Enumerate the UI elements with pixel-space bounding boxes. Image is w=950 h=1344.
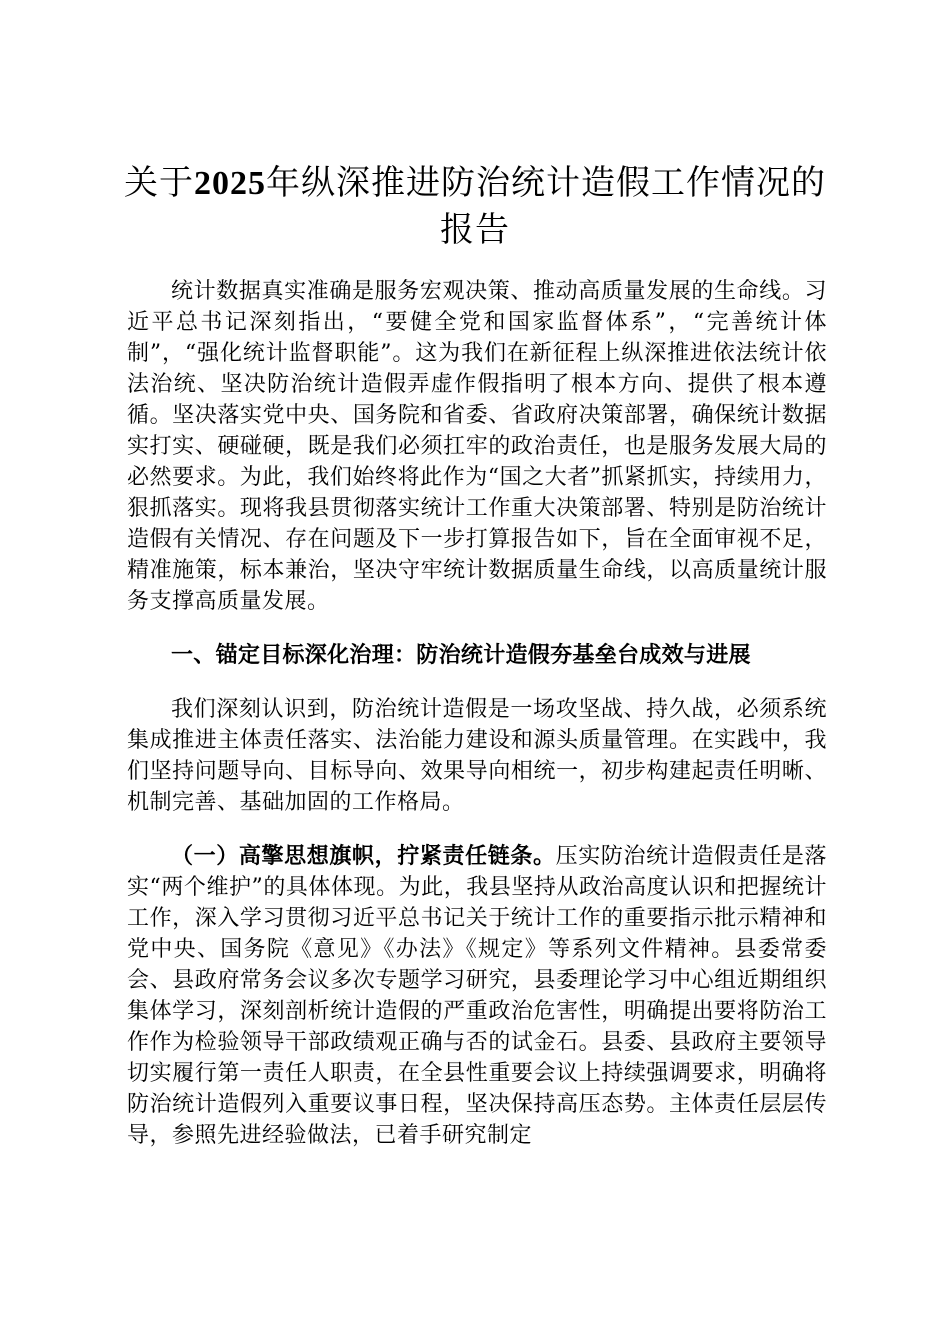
title-suffix: 年纵深推进防治统计造假工作情况的报告 [266, 163, 826, 250]
paragraph-spacer [127, 818, 827, 841]
subsection-1-body: 压实防治统计造假责任是落实“两个维护”的具体体现。为此，我县坚持从政治高度认识和把握统计工作，深入学习贯彻习近平总书记关于统计工作的重要指示批示精神和党中央、国务院《意见》《办法》《规定》等系列文件精神。县委常委会、县政府常务会议多次专题学习研究，县委理论学习中心组近期组织集体学习，深刻剖析统计造假的严重政治危害性，明确提出要将防治工作作为检验领导干部政绩观正确与否的试金石。县委、县政府主要领导切实履行第一责任人职责，在全县性重要会议上持续强调要求，明确将防治统计造假列入重要议事日程，坚决保持高压态势。主体责任层层传导，参照先进经验做法，已着手研究制定 [127, 844, 827, 1148]
section-1-paragraph: 我们深刻认识到，防治统计造假是一场攻坚战、持久战，必须系统集成推进主体责任落实、法治能力建设和源头质量管理。在实践中，我们坚持问题导向、目标导向、效果导向相统一，初步构建起责任明晰、机制完善、基础加固的工作格局。 [127, 697, 827, 815]
section-1-heading: 一、锚定目标深化治理：防治统计造假夯基垒台成效与进展 [171, 643, 751, 668]
title-year: 2025 [194, 165, 266, 202]
subsection-1-lead: （一）高擎思想旗帜，拧紧责任链条。 [171, 843, 556, 869]
document-body [127, 276, 827, 1151]
intro-paragraph: 统计数据真实准确是服务宏观决策、推动高质量发展的生命线。习近平总书记深刻指出，“要健全党和国家监督体系”，“完善统计体制”，“强化统计监督职能”。这为我们在新征程上纵深推进依法统计依法治统、坚决防治统计造假弄虚作假指明了根本方向、提供了根本遵循。坚决落实党中央、国务院和省委、省政府决策部署，确保统计数据实打实、硬碰硬，既是我们必须扛牢的政治责任，也是服务发展大局的必然要求。为此，我们始终将此作为“国之大者”抓紧抓实，持续用力，狠抓落实。现将我县贯彻落实统计工作重大决策部署、特别是防治统计造假有关情况、存在问题及下一步打算报告如下，旨在全面审视不足，精准施策，标本兼治，坚决守牢统计数据质量生命线，以高质量统计服务支撑高质量发展。 [127, 279, 827, 614]
subsection-1-paragraph [127, 841, 827, 1151]
title-prefix: 关于 [124, 163, 194, 203]
paragraph-spacer [127, 671, 827, 694]
document-title [120, 160, 830, 253]
paragraph-spacer [127, 617, 827, 640]
